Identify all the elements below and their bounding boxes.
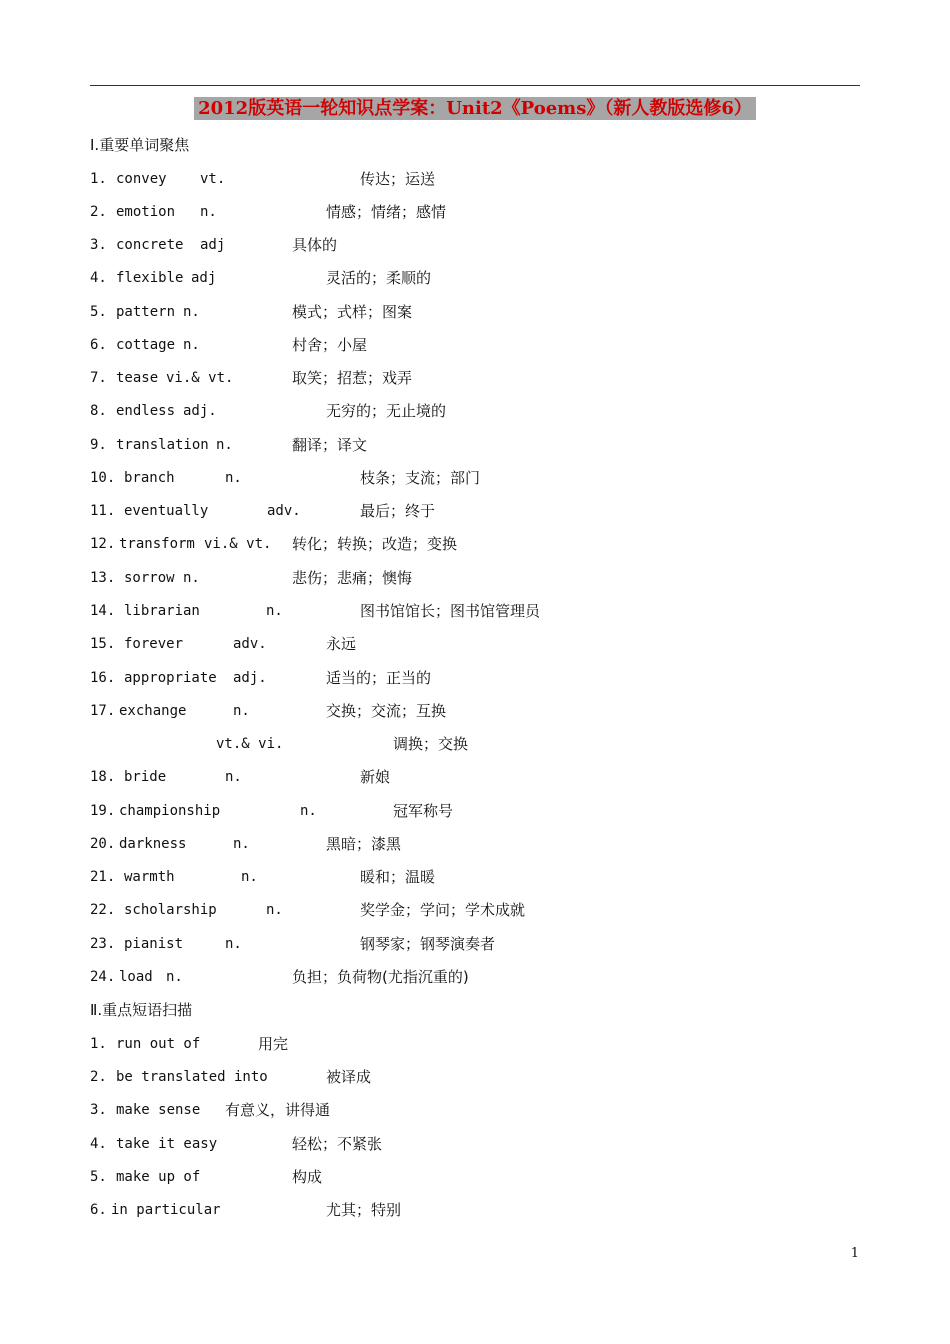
vocab-meaning: 暖和；温暖 xyxy=(360,868,436,886)
vocab-meaning: 具体的 xyxy=(292,236,338,254)
vocab-pos: vt. xyxy=(200,171,226,187)
section-heading-vocab: Ⅰ.重要单词聚焦 xyxy=(90,136,190,154)
vocab-pos: vt.& vi. xyxy=(216,736,284,752)
vocab-pos: n. xyxy=(216,437,233,453)
vocab-number: 18. xyxy=(90,769,116,785)
vocab-number: 15. xyxy=(90,636,116,652)
vocab-number: 14. xyxy=(90,603,116,619)
vocab-meaning: 负担；负荷物(尤指沉重的) xyxy=(292,968,469,986)
vocab-number: 19. xyxy=(90,803,116,819)
vocab-pos: n. xyxy=(233,703,250,719)
vocab-word: darkness xyxy=(119,836,187,852)
vocab-number: 3. xyxy=(90,237,107,253)
vocab-word: endless xyxy=(116,403,176,419)
vocab-number: 6. xyxy=(90,337,107,353)
vocab-word: forever xyxy=(124,636,184,652)
vocab-word: scholarship xyxy=(124,902,217,918)
vocab-meaning: 灵活的；柔顺的 xyxy=(326,269,432,287)
vocab-meaning: 永远 xyxy=(326,635,357,653)
vocab-pos: adj. xyxy=(233,670,267,686)
vocab-number: 1. xyxy=(90,171,107,187)
vocab-number: 11. xyxy=(90,503,116,519)
phrase-number: 2. xyxy=(90,1069,107,1085)
vocab-word: branch xyxy=(124,470,175,486)
vocab-meaning: 新娘 xyxy=(360,768,391,786)
vocab-meaning: 适当的；正当的 xyxy=(326,669,432,687)
vocab-pos: n. xyxy=(183,337,200,353)
vocab-meaning: 最后；终于 xyxy=(360,502,436,520)
vocab-pos: vi.& vt. xyxy=(166,370,234,386)
vocab-word: translation xyxy=(116,437,209,453)
phrase-number: 5. xyxy=(90,1169,107,1185)
vocab-word: load xyxy=(119,969,153,985)
document-title xyxy=(0,96,950,122)
phrase-number: 1. xyxy=(90,1036,107,1052)
phrase-meaning: 轻松；不紧张 xyxy=(292,1135,383,1153)
vocab-number: 22. xyxy=(90,902,116,918)
vocab-number: 17. xyxy=(90,703,116,719)
vocab-word: pianist xyxy=(124,936,184,952)
vocab-meaning: 调换；交换 xyxy=(393,735,469,753)
phrase-text: run out of xyxy=(116,1036,201,1052)
vocab-word: warmth xyxy=(124,869,175,885)
vocab-pos: n. xyxy=(266,902,283,918)
vocab-pos: n. xyxy=(166,969,183,985)
vocab-number: 4. xyxy=(90,270,107,286)
phrase-meaning: 用完 xyxy=(258,1035,289,1053)
vocab-number: 23. xyxy=(90,936,116,952)
vocab-meaning: 交换；交流；互换 xyxy=(326,702,447,720)
vocab-meaning: 村舍；小屋 xyxy=(292,336,368,354)
vocab-word: emotion xyxy=(116,204,176,220)
phrase-number: 6. xyxy=(90,1202,107,1218)
vocab-number: 20. xyxy=(90,836,116,852)
phrase-number: 4. xyxy=(90,1136,107,1152)
vocab-pos: adj. xyxy=(183,403,217,419)
page-number: 1 xyxy=(850,1246,859,1261)
vocab-pos: adj xyxy=(200,237,226,253)
vocab-meaning: 传达；运送 xyxy=(360,170,436,188)
vocab-number: 12. xyxy=(90,536,116,552)
phrase-meaning: 有意义，讲得通 xyxy=(225,1101,331,1119)
vocab-word: tease xyxy=(116,370,159,386)
vocab-pos: n. xyxy=(300,803,317,819)
vocab-meaning: 翻译；译文 xyxy=(292,436,368,454)
vocab-word: cottage xyxy=(116,337,176,353)
vocab-pos: n. xyxy=(200,204,217,220)
phrase-text: be translated into xyxy=(116,1069,268,1085)
phrase-meaning: 构成 xyxy=(292,1168,323,1186)
vocab-meaning: 枝条；支流；部门 xyxy=(360,469,481,487)
vocab-word: convey xyxy=(116,171,167,187)
vocab-word: exchange xyxy=(119,703,187,719)
phrase-text: take it easy xyxy=(116,1136,218,1152)
vocab-meaning: 情感；情绪；感情 xyxy=(326,203,447,221)
vocab-word: pattern xyxy=(116,304,176,320)
phrase-meaning: 被译成 xyxy=(326,1068,372,1086)
section-heading-phrases: Ⅱ.重点短语扫描 xyxy=(90,1001,193,1019)
vocab-pos: adv. xyxy=(267,503,301,519)
phrase-text: make up of xyxy=(116,1169,201,1185)
vocab-number: 5. xyxy=(90,304,107,320)
phrase-meaning: 尤其；特别 xyxy=(326,1201,402,1219)
vocab-meaning: 模式；式样；图案 xyxy=(292,303,413,321)
vocab-number: 24. xyxy=(90,969,116,985)
vocab-pos: n. xyxy=(225,470,242,486)
vocab-word: appropriate xyxy=(124,670,217,686)
vocab-pos: n. xyxy=(225,936,242,952)
vocab-pos: adj xyxy=(191,270,217,286)
vocab-number: 8. xyxy=(90,403,107,419)
vocab-pos: adv. xyxy=(233,636,267,652)
vocab-meaning: 黑暗；漆黑 xyxy=(326,835,402,853)
vocab-number: 13. xyxy=(90,570,116,586)
vocab-word: championship xyxy=(119,803,221,819)
vocab-pos: n. xyxy=(183,570,200,586)
vocab-number: 9. xyxy=(90,437,107,453)
vocab-word: concrete xyxy=(116,237,184,253)
vocab-meaning: 取笑；招惹；戏弄 xyxy=(292,369,413,387)
vocab-word: eventually xyxy=(124,503,209,519)
vocab-meaning: 冠军称号 xyxy=(393,802,454,820)
vocab-word: transform xyxy=(119,536,195,552)
document-title-text: 2012版英语一轮知识点学案：Unit2《Poems》（新人教版选修6） xyxy=(194,97,756,120)
vocab-number: 7. xyxy=(90,370,107,386)
vocab-number: 21. xyxy=(90,869,116,885)
vocab-pos: vi.& vt. xyxy=(204,536,272,552)
vocab-meaning: 转化；转换；改造；变换 xyxy=(292,535,458,553)
vocab-pos: n. xyxy=(183,304,200,320)
header-rule xyxy=(90,85,860,86)
vocab-pos: n. xyxy=(241,869,258,885)
vocab-meaning: 图书馆馆长；图书馆管理员 xyxy=(360,602,541,620)
vocab-word: flexible xyxy=(116,270,184,286)
vocab-word: sorrow xyxy=(124,570,175,586)
vocab-meaning: 奖学金；学问；学术成就 xyxy=(360,901,526,919)
vocab-number: 10. xyxy=(90,470,116,486)
vocab-number: 2. xyxy=(90,204,107,220)
phrase-number: 3. xyxy=(90,1102,107,1118)
phrase-text: in particular xyxy=(111,1202,221,1218)
vocab-pos: n. xyxy=(266,603,283,619)
vocab-pos: n. xyxy=(233,836,250,852)
vocab-meaning: 悲伤；悲痛；懊悔 xyxy=(292,569,413,587)
vocab-word: librarian xyxy=(124,603,200,619)
vocab-pos: n. xyxy=(225,769,242,785)
phrase-text: make sense xyxy=(116,1102,201,1118)
vocab-word: bride xyxy=(124,769,167,785)
vocab-meaning: 钢琴家；钢琴演奏者 xyxy=(360,935,496,953)
vocab-number: 16. xyxy=(90,670,116,686)
vocab-meaning: 无穷的；无止境的 xyxy=(326,402,447,420)
